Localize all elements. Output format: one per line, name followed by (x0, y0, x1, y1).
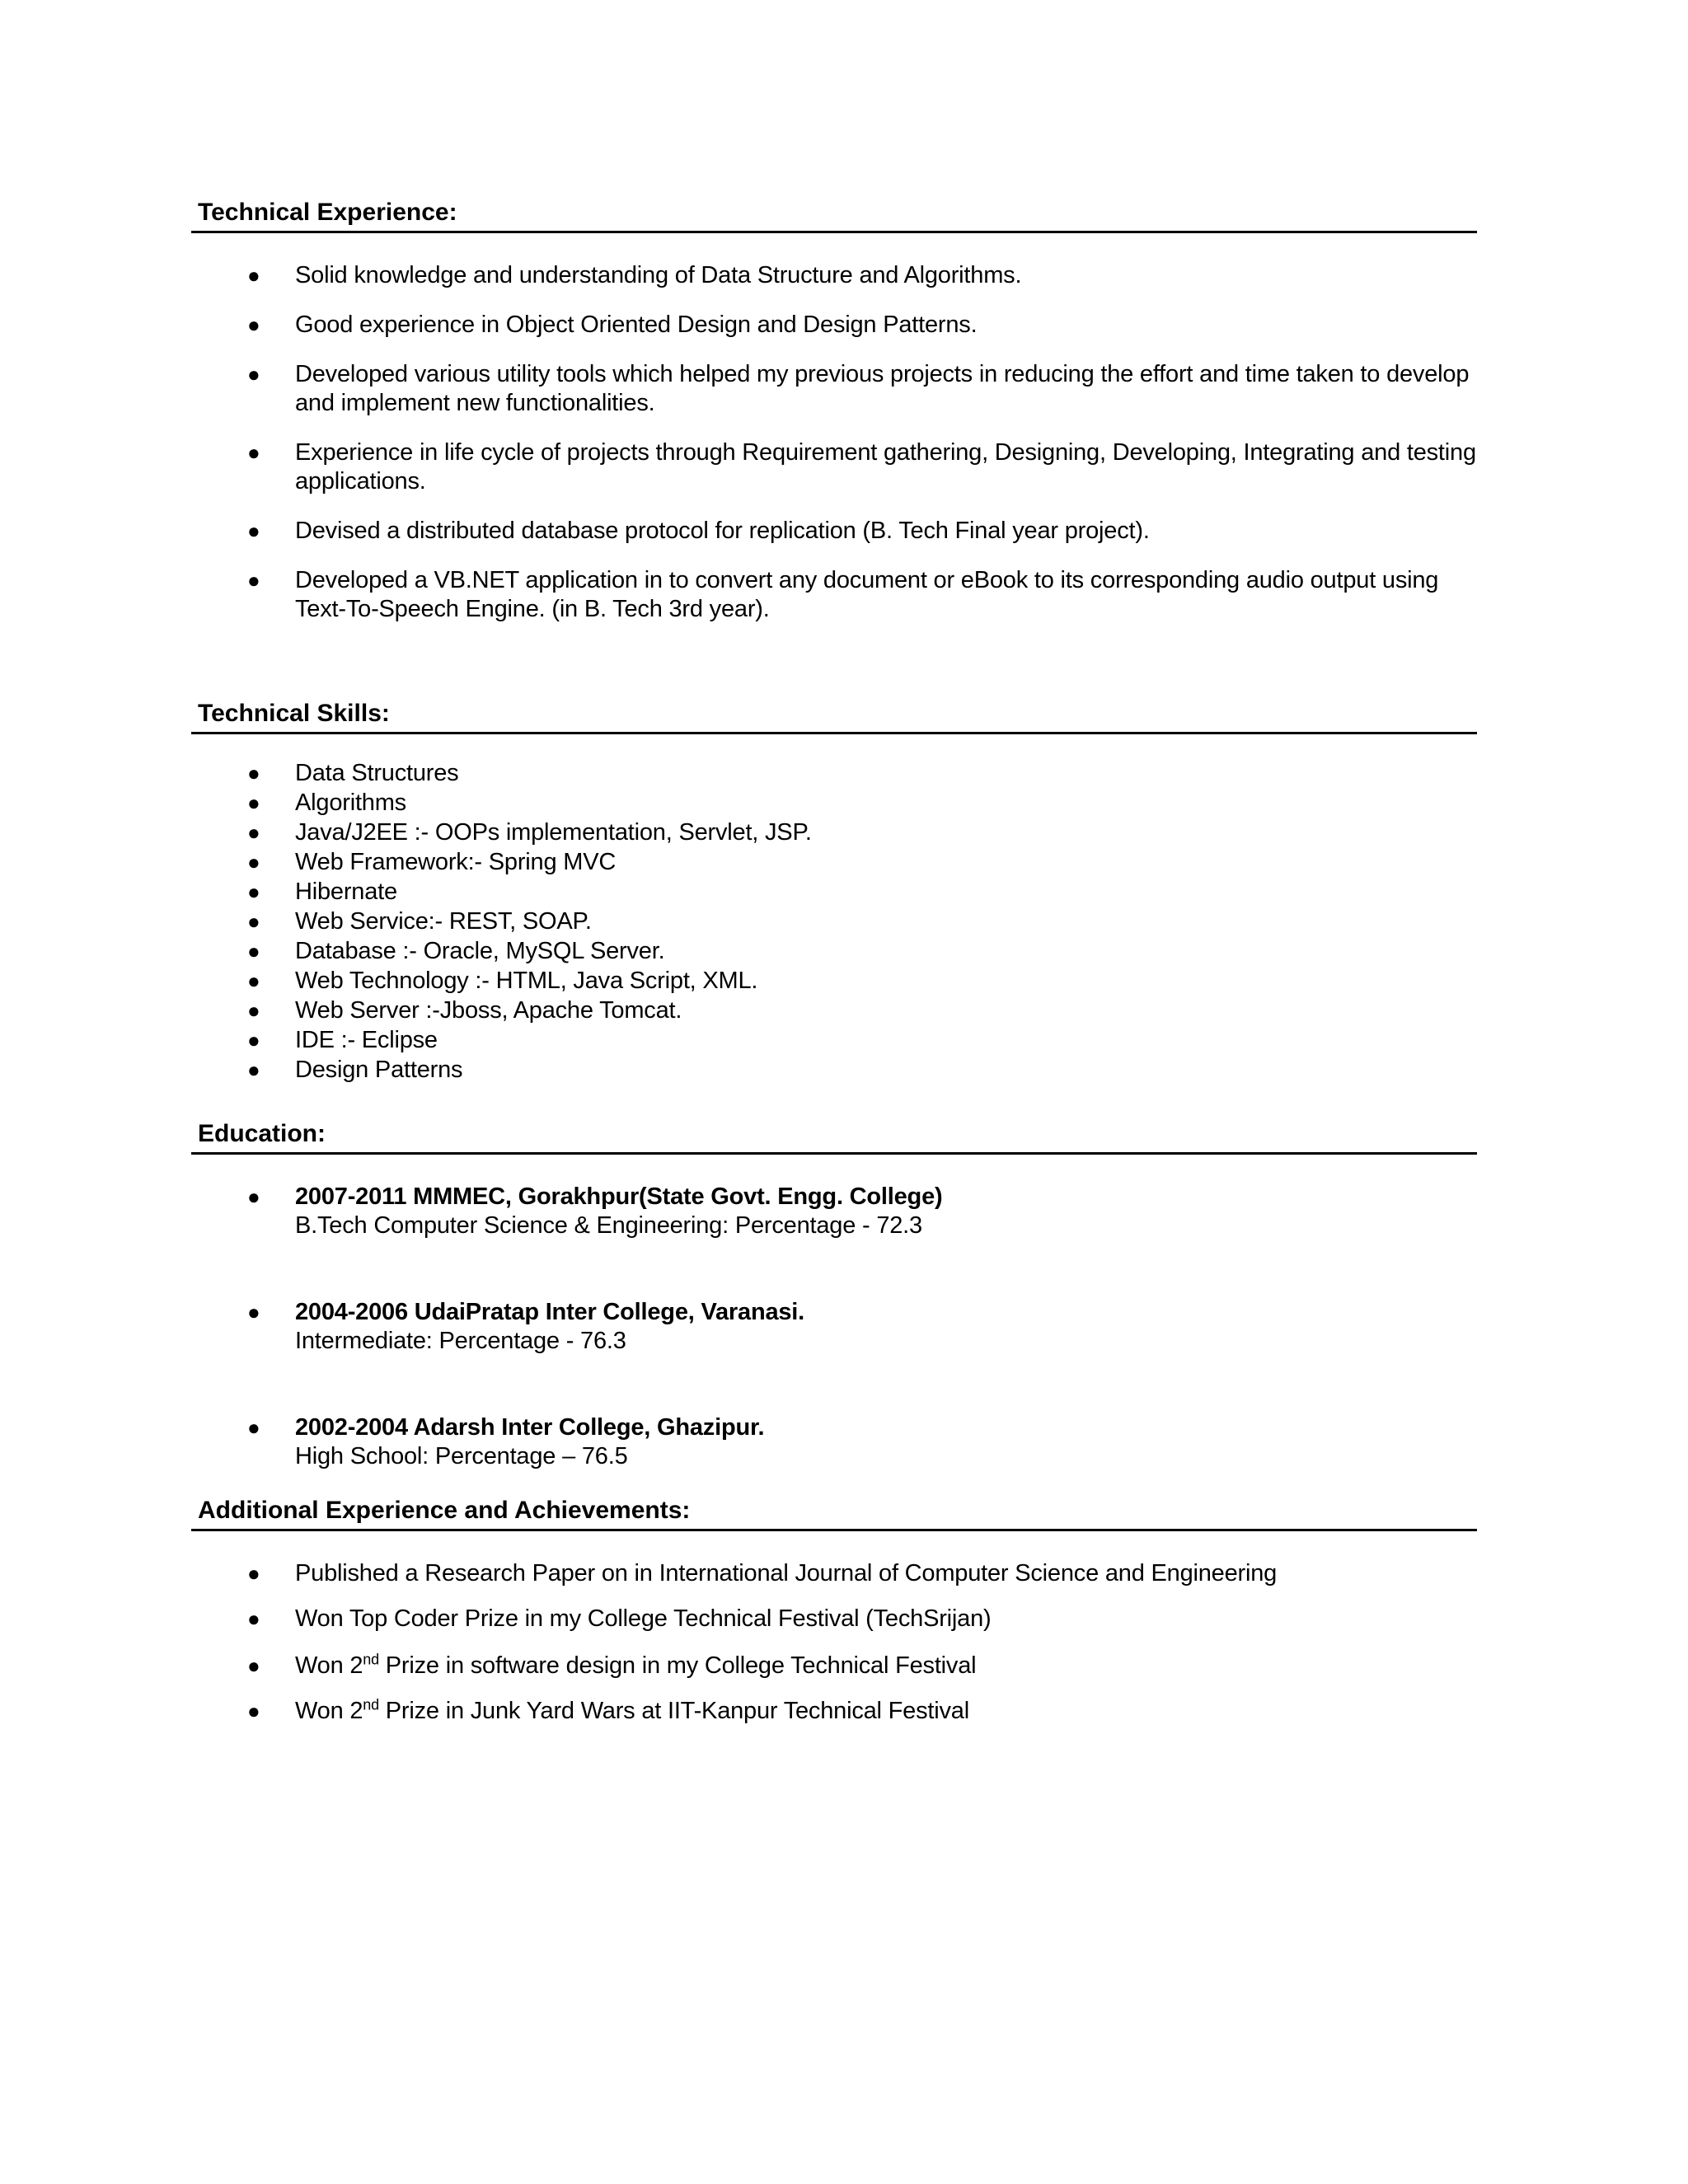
bullet-icon: ● (247, 568, 260, 593)
bullet-icon: ● (247, 968, 260, 993)
bullet-icon: ● (247, 820, 260, 845)
bullet-icon: ● (247, 998, 260, 1023)
list-item: ● Developed a VB.NET application in to convert any document or eBook to its corresponding audio output using Text-To-Speech Engine. (in B. Tech 3rd year). (247, 567, 1439, 622)
education-detail: High School: Percentage – 76.5 (295, 1443, 628, 1469)
bullet-icon: ● (247, 263, 260, 288)
list-item: ● Won Top Coder Prize in my College Technical Festival (TechSrijan) (247, 1605, 992, 1632)
bullet-icon: ● (247, 1653, 260, 1678)
technical-skills-section (191, 699, 1477, 1085)
bullet-icon: ● (247, 1606, 260, 1631)
bullet-icon: ● (247, 312, 260, 337)
bullet-icon: ● (247, 1057, 260, 1082)
education-heading: Education: (198, 1120, 326, 1147)
list-item: ● IDE :- Eclipse (247, 1027, 438, 1053)
section-divider (191, 1152, 1477, 1155)
technical-experience-section (191, 198, 1477, 644)
list-item: ● Hibernate (247, 879, 397, 905)
list-item: ● Good experience in Object Oriented Design and Design Patterns. (247, 312, 978, 338)
technical-skills-list (191, 759, 1477, 1085)
education-detail: Intermediate: Percentage - 76.3 (295, 1328, 626, 1354)
education-detail: B.Tech Computer Science & Engineering: Percentage - 72.3 (295, 1212, 922, 1239)
bullet-icon: ● (247, 362, 260, 387)
bullet-icon: ● (247, 1028, 260, 1052)
list-item (191, 1183, 1477, 1240)
additional-experience-section (191, 1496, 1477, 1746)
section-divider (191, 732, 1477, 734)
additional-experience-list (191, 1559, 1477, 1726)
list-item (191, 1413, 1477, 1471)
bullet-icon: ● (247, 1561, 260, 1586)
bullet-icon: ● (247, 909, 260, 934)
list-item: ● Developed various utility tools which helped my previous projects in reducing the effort and time taken to develop and implement new functionalities. (247, 361, 1470, 416)
bullet-icon: ● (247, 761, 260, 785)
bullet-icon: ● (247, 850, 260, 874)
list-item: ● Web Service:- REST, SOAP. (247, 908, 592, 935)
additional-experience-heading: Additional Experience and Achievements: (198, 1497, 691, 1524)
list-item: ● Algorithms (247, 790, 406, 816)
list-item: ● Solid knowledge and understanding of Data Structure and Algorithms. (247, 262, 1022, 288)
bullet-icon: ● (247, 939, 260, 963)
bullet-icon: ● (247, 1300, 260, 1324)
bullet-icon: ● (247, 790, 260, 815)
education-title: 2007-2011 MMMEC, Gorakhpur(State Govt. Engg. College) (295, 1183, 943, 1210)
list-item: ● Web Server :-Jboss, Apache Tomcat. (247, 997, 682, 1024)
section-divider (191, 231, 1477, 233)
list-item: ● Web Framework:- Spring MVC (247, 849, 617, 875)
bullet-icon: ● (247, 1415, 260, 1440)
list-item: ● Published a Research Paper on in International Journal of Computer Science and Engineering (247, 1560, 1278, 1586)
section-divider (191, 1529, 1477, 1531)
technical-skills-heading: Technical Skills: (198, 700, 390, 727)
list-item: ● Data Structures (247, 760, 459, 786)
list-item: ● Won 2nd Prize in software design in my College Technical Festival (247, 1651, 977, 1679)
list-item: ● Database :- Oracle, MySQL Server. (247, 938, 665, 964)
education-title: 2004-2006 UdaiPratap Inter College, Varanasi. (295, 1299, 805, 1325)
bullet-icon: ● (247, 879, 260, 904)
list-item: ● Devised a distributed database protocol for replication (B. Tech Final year project). (247, 518, 1150, 544)
list-item: ● Java/J2EE :- OOPs implementation, Servlet, JSP. (247, 819, 812, 846)
education-title: 2002-2004 Adarsh Inter College, Ghazipur. (295, 1414, 765, 1441)
education-list (191, 1183, 1477, 1471)
bullet-icon: ● (247, 518, 260, 543)
list-item: ● Experience in life cycle of projects through Requirement gathering, Designing, Developing, Integrating and testing applications. (247, 439, 1476, 494)
list-item: ● Design Patterns (247, 1057, 463, 1083)
bullet-icon: ● (247, 440, 260, 465)
bullet-icon: ● (247, 1699, 260, 1723)
bullet-icon: ● (247, 1184, 260, 1209)
technical-experience-heading: Technical Experience: (198, 199, 457, 226)
list-item: ● Web Technology :- HTML, Java Script, XML. (247, 968, 758, 994)
list-item: ● Won 2nd Prize in Junk Yard Wars at IIT-Kanpur Technical Festival (247, 1696, 969, 1724)
education-section (191, 1119, 1477, 1529)
technical-experience-list (191, 261, 1477, 624)
list-item (191, 1298, 1477, 1356)
